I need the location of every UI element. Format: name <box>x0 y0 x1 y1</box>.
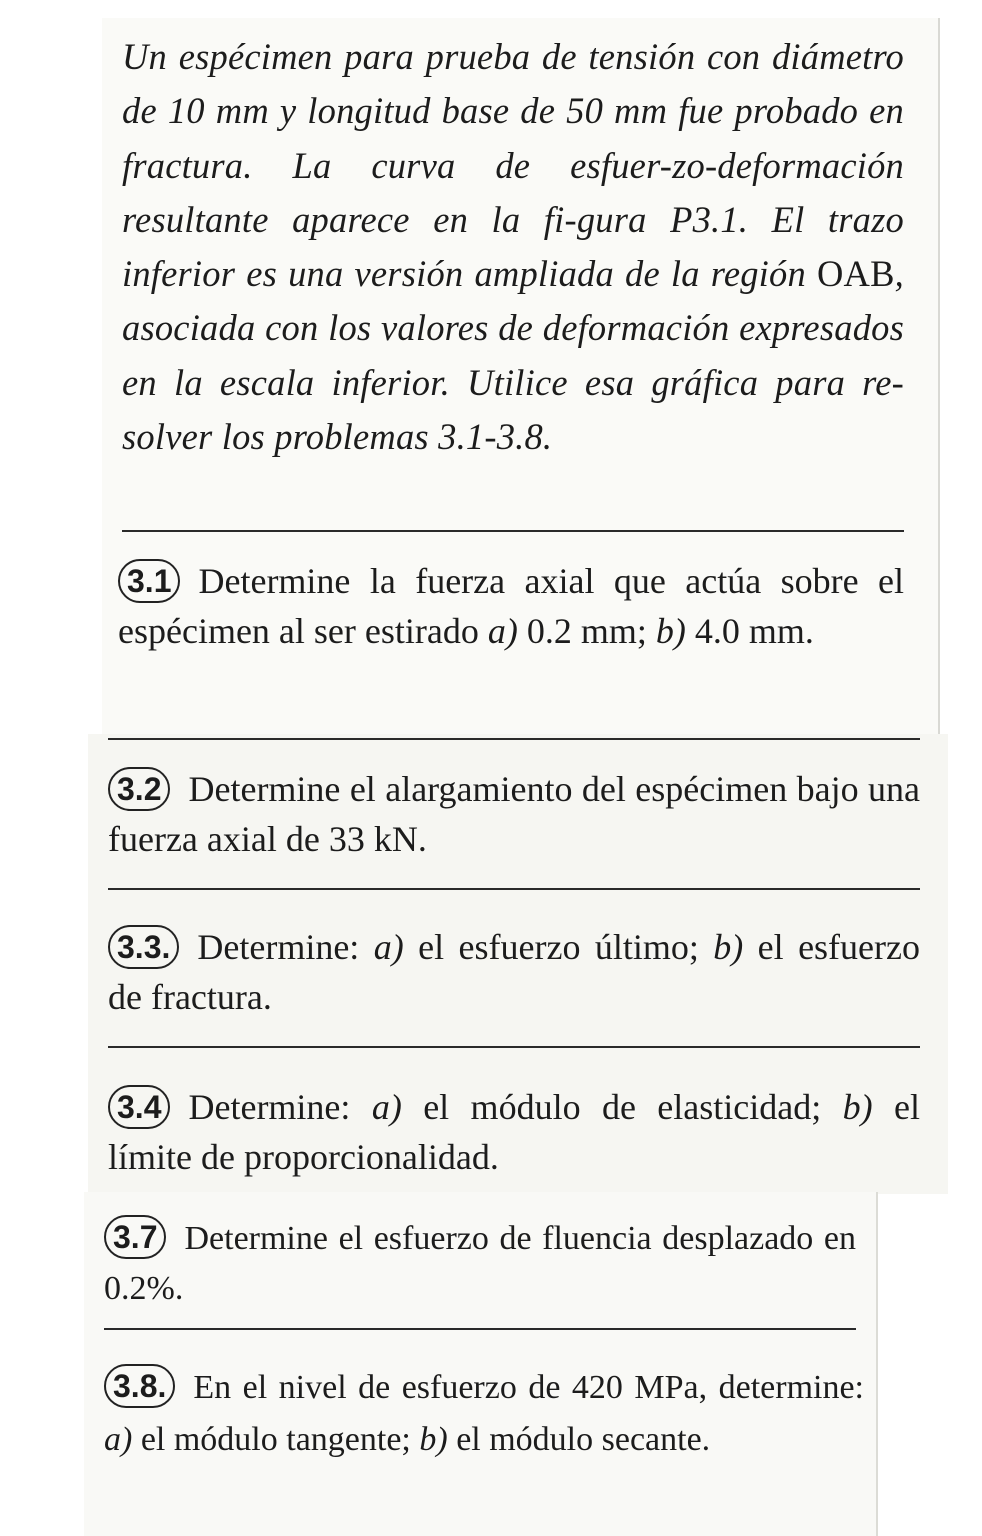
problem-text: el esfuerzo último; <box>403 927 714 967</box>
intro-paragraph <box>122 30 904 464</box>
divider-rule <box>104 1328 856 1330</box>
problem-text: Determine: <box>188 1087 372 1127</box>
problem-number-badge: 3.2 <box>108 767 170 811</box>
part-b-label: b) <box>655 611 686 651</box>
divider-rule <box>108 1046 920 1048</box>
part-a-label: a) <box>373 927 404 967</box>
intro-line: fue probado en fractura. La curva de esfuer- <box>122 90 904 186</box>
intro-line: ampliada de la región <box>474 253 817 295</box>
problem-text: Determine el esfuerzo de fluencia desplazado en 0.2%. <box>104 1220 856 1307</box>
problem-number-badge: 3.3. <box>108 925 179 969</box>
problem-text: el módulo de elasticidad; <box>401 1087 843 1127</box>
problem-text: 4.0 mm. <box>685 611 814 651</box>
problem-text: En el nivel de esfuerzo de 420 MPa, determine: <box>193 1369 864 1406</box>
intro-line: escala inferior. Utilice esa gráfica para re- <box>219 361 904 403</box>
problem-text: el esfuerzo de fractura. <box>108 927 920 1017</box>
problem-text: Determine: <box>197 927 374 967</box>
problem-text: el límite de proporcionalidad. <box>108 1087 921 1177</box>
intro-region-label: OAB <box>817 253 895 295</box>
problem-text: Determine la fuerza axial que actúa sobre el espécimen al ser estirado <box>118 561 904 651</box>
problem-number-badge: 3.4 <box>108 1085 170 1129</box>
divider-rule <box>108 738 920 740</box>
part-a-label: a) <box>104 1421 133 1458</box>
part-b-label: b) <box>842 1087 873 1127</box>
problem-3-4 <box>108 1082 920 1182</box>
intro-line: , asociada con <box>122 253 904 349</box>
problem-text: el módulo tangente; <box>132 1421 420 1458</box>
problem-number-badge: 3.1 <box>118 559 180 603</box>
intro-line: solver los problemas 3.1-3.8. <box>122 416 553 458</box>
divider-rule <box>108 888 920 890</box>
intro-line: los valores de deformación expresados en la <box>122 307 904 403</box>
intro-line: gura P3.1. El trazo inferior es una versión <box>122 198 904 295</box>
part-a-label: a) <box>487 611 518 651</box>
intro-line: diámetro de 10 mm y longitud base de 50 mm <box>122 36 904 132</box>
problem-number-badge: 3.7 <box>104 1215 166 1259</box>
problem-3-3 <box>108 922 920 1022</box>
part-a-label: a) <box>371 1087 402 1127</box>
problem-text: 0.2 mm; <box>517 611 656 651</box>
problem-3-8 <box>104 1362 864 1466</box>
part-b-label: b) <box>419 1421 448 1458</box>
problem-3-7 <box>104 1214 856 1314</box>
part-b-label: b) <box>713 927 744 967</box>
problem-3-1 <box>118 556 904 656</box>
intro-line: zo-deformación resultante aparece en la fi- <box>122 144 904 240</box>
problem-3-2 <box>108 764 920 864</box>
problem-text: Determine el alargamiento del espécimen bajo una fuerza axial de 33 kN. <box>108 769 920 859</box>
problem-number-badge: 3.8. <box>104 1364 175 1408</box>
intro-line: Un espécimen para prueba de tensión con <box>122 36 761 77</box>
divider-rule <box>122 530 904 532</box>
problem-text: el módulo secante. <box>447 1421 711 1458</box>
